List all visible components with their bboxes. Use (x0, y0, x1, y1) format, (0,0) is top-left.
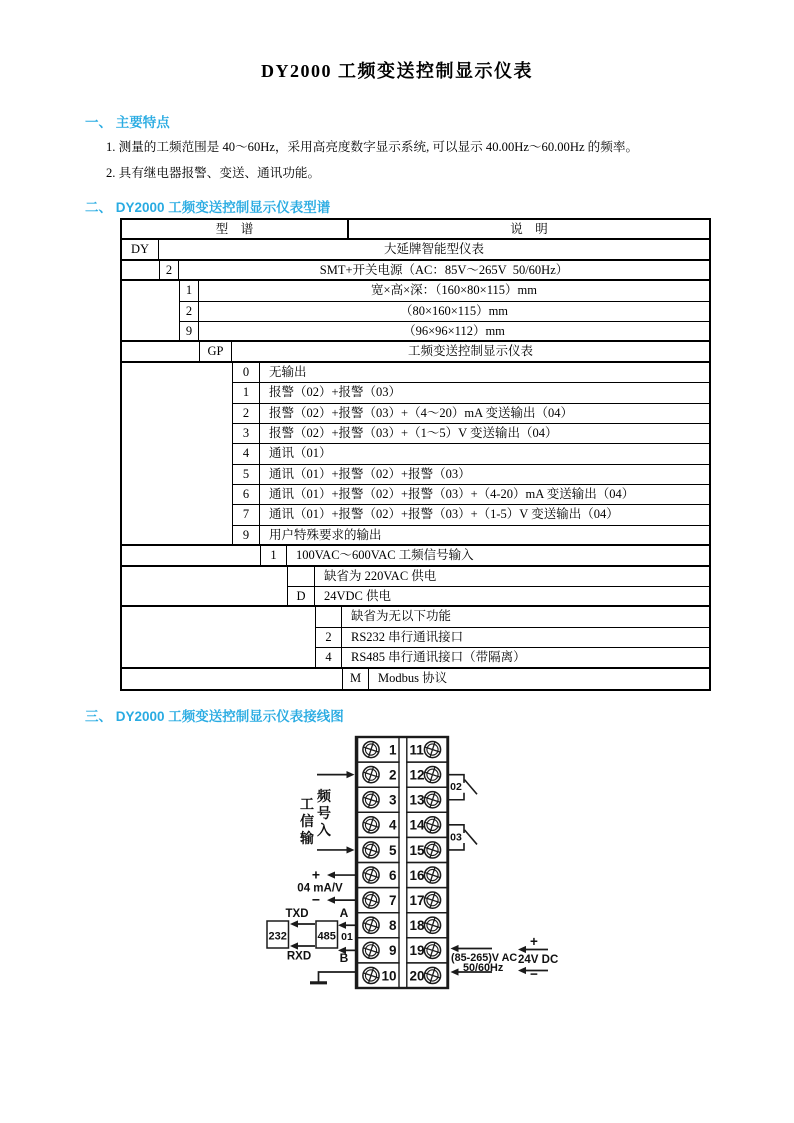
row-spacer (122, 587, 287, 607)
model-code-cell: 0 (232, 363, 260, 383)
row-spacer (122, 669, 342, 689)
terminal-number: 15 (409, 842, 425, 858)
spectrum-row (122, 281, 709, 301)
arrowhead (347, 771, 355, 778)
spectrum-row (122, 383, 709, 403)
relay-03-blade (465, 830, 478, 845)
row-spacer (122, 567, 287, 587)
model-desc-cell: 报警（02）+报警（03） (260, 383, 709, 403)
row-spacer (122, 322, 179, 342)
spectrum-table (120, 218, 711, 691)
model-code-cell: GP (199, 342, 232, 362)
arrowhead (290, 942, 298, 949)
row-spacer (122, 526, 232, 546)
model-desc-cell: RS485 串行通讯接口（带隔离） (342, 648, 709, 668)
arrowhead (451, 968, 459, 975)
terminal-number: 9 (388, 943, 397, 959)
terminal-number: 16 (409, 867, 425, 883)
rs232-box-label: 232 (268, 930, 287, 943)
model-code-cell: 1 (260, 546, 287, 566)
comm-code-label: 01 (341, 931, 353, 943)
spectrum-row (122, 240, 709, 260)
wiring-diagram (230, 730, 570, 1000)
model-column-header: 型 谱 (122, 220, 349, 240)
model-code-cell: 5 (232, 465, 260, 485)
spectrum-table-body (122, 240, 709, 689)
spectrum-row (122, 669, 709, 689)
row-spacer (122, 404, 232, 424)
rxd-label: RXD (286, 950, 312, 963)
terminal-number: 1 (388, 742, 397, 758)
model-desc-cell: SMT+开关电源（AC：85V～265V 50/60Hz） (179, 261, 709, 281)
arrowhead (518, 967, 526, 974)
arrowhead (327, 897, 335, 904)
features-heading: 一、 主要特点 (85, 115, 170, 130)
row-spacer (122, 424, 232, 444)
model-desc-cell: 大延牌智能型仪表 (159, 240, 709, 260)
terminal-number: 11 (409, 742, 424, 758)
ac-freq-label: 50/60Hz (463, 961, 504, 974)
row-spacer (122, 383, 232, 403)
signal-input-label: 输 (300, 830, 314, 846)
row-spacer (122, 648, 315, 668)
terminal-number: 12 (409, 767, 425, 783)
feature-item: 2. 具有继电器报警、变送、通讯功能。 (106, 166, 321, 180)
row-spacer (122, 342, 199, 362)
terminal-number: 18 (409, 918, 425, 934)
relay-03-label: 03 (450, 831, 462, 844)
model-code-cell: 2 (232, 404, 260, 424)
arrowhead (290, 920, 298, 927)
spectrum-row (122, 505, 709, 525)
dac-minus-label: − (311, 891, 321, 908)
spectrum-row (122, 546, 709, 566)
spectrum-row (122, 424, 709, 444)
arrowhead (338, 922, 346, 929)
model-desc-cell: 缺省为无以下功能 (342, 607, 709, 627)
model-code-cell: 4 (232, 444, 260, 464)
arrowhead (327, 871, 335, 878)
model-desc-cell: 工频变送控制显示仪表 (232, 342, 709, 362)
txd-label: TXD (285, 908, 309, 920)
model-code-cell (287, 567, 315, 587)
model-desc-cell: 通讯（01） (260, 444, 709, 464)
model-desc-cell: 报警（02）+报警（03）+（4～20）mA 变送输出（04） (260, 404, 709, 424)
page-title: DY2000 工频变送控制显示仪表 (261, 61, 533, 81)
dac-plus-label: + (311, 866, 321, 883)
model-desc-cell: 无输出 (260, 363, 709, 383)
dc-plus-label: + (530, 934, 538, 949)
model-desc-cell: 通讯（01）+报警（02）+报警（03）+（1-5）V 变送输出（04） (260, 505, 709, 525)
model-desc-cell: （96×96×112）mm (199, 322, 709, 342)
row-spacer (122, 485, 232, 505)
spectrum-row (122, 322, 709, 342)
spectrum-heading: 二、 DY2000 工频变送控制显示仪表型谱 (85, 200, 331, 215)
row-spacer (122, 363, 232, 383)
spectrum-row (122, 567, 709, 587)
rs485-box-label: 485 (317, 930, 336, 943)
spectrum-row (122, 526, 709, 546)
model-code-cell: 2 (315, 628, 342, 648)
feature-item: 1. 测量的工频范围是 40～60Hz，采用高亮度数字显示系统, 可以显示 40.00Hz～60.00Hz 的频率。 (106, 140, 639, 154)
spectrum-row (122, 485, 709, 505)
terminal-number: 7 (388, 892, 397, 908)
ground-wire (319, 972, 356, 982)
rs485-b-label: B (339, 951, 349, 965)
dac-code-label: 04 mA/V (297, 882, 343, 895)
spectrum-row (122, 261, 709, 281)
spectrum-row (122, 465, 709, 485)
spectrum-row (122, 607, 709, 627)
dc-supply-label: 24V DC (518, 954, 559, 966)
row-spacer (122, 261, 159, 281)
model-code-cell: 2 (159, 261, 179, 281)
model-code-cell: 9 (179, 322, 199, 342)
row-spacer (122, 302, 179, 322)
arrowhead (518, 946, 526, 953)
model-code-cell: 6 (232, 485, 260, 505)
row-spacer (122, 444, 232, 464)
terminal-number: 8 (388, 918, 397, 934)
row-spacer (122, 628, 315, 648)
model-desc-cell: 用户特殊要求的输出 (260, 526, 709, 546)
spectrum-row (122, 444, 709, 464)
spectrum-row (122, 648, 709, 668)
signal-input-label: 号 (317, 805, 331, 821)
terminal-number: 10 (381, 968, 397, 984)
model-desc-cell: 通讯（01）+报警（02）+报警（03） (260, 465, 709, 485)
model-desc-cell: 缺省为 220VAC 供电 (315, 567, 709, 587)
spectrum-row (122, 628, 709, 648)
spectrum-row (122, 404, 709, 424)
model-code-cell: 4 (315, 648, 342, 668)
spectrum-row (122, 363, 709, 383)
relay-02-blade (465, 780, 478, 795)
ac-supply-label: (85-265)V AC (451, 952, 518, 964)
terminal-number: 14 (409, 817, 425, 833)
terminal-number: 6 (388, 867, 397, 883)
features-list (106, 136, 638, 188)
model-desc-cell: RS232 串行通讯接口 (342, 628, 709, 648)
spectrum-row (122, 587, 709, 607)
model-code-cell: 1 (232, 383, 260, 403)
model-desc-cell: Modbus 协议 (378, 670, 448, 685)
signal-input-label: 频 (317, 788, 331, 804)
terminal-number: 17 (409, 892, 425, 908)
terminal-number: 2 (388, 767, 397, 783)
arrowhead (347, 846, 355, 853)
spectrum-table-header (122, 220, 709, 240)
dc-minus-label: − (530, 966, 538, 982)
relay-02-lead (449, 793, 465, 800)
terminal-number: 20 (409, 968, 425, 984)
model-code-cell: 2 (179, 302, 199, 322)
model-desc-cell: 100VAC～600VAC 工频信号输入 (287, 546, 709, 566)
model-desc-cell: 通讯（01）+报警（02）+报警（03）+（4-20）mA 变送输出（04） (260, 485, 709, 505)
model-desc-cell: 报警（02）+报警（03）+（1～5）V 变送输出（04） (260, 424, 709, 444)
terminal-number: 3 (388, 792, 397, 808)
terminal-number: 19 (409, 943, 425, 959)
row-spacer (122, 505, 232, 525)
relay-02-label: 02 (450, 781, 462, 794)
model-code-cell: D (287, 587, 315, 607)
spectrum-row (122, 302, 709, 322)
model-code-cell: 7 (232, 505, 260, 525)
rs485-a-label: A (339, 906, 349, 920)
model-code-cell: DY (122, 240, 159, 260)
model-code-cell: 1 (179, 281, 199, 301)
row-spacer (122, 546, 260, 566)
row-spacer (122, 281, 179, 301)
row-spacer (122, 607, 315, 627)
model-code-cell: M (342, 669, 369, 689)
signal-input-label: 信 (300, 813, 314, 829)
terminal-number: 13 (409, 792, 425, 808)
spectrum-row (122, 342, 709, 362)
model-code-cell: 3 (232, 424, 260, 444)
row-spacer (122, 465, 232, 485)
model-desc-cell: （80×160×115）mm (199, 302, 709, 322)
model-desc-cell: 宽×高×深：（160×80×115）mm (199, 281, 709, 301)
model-desc-cell: 24VDC 供电 (315, 587, 709, 607)
desc-column-header: 说 明 (349, 220, 709, 240)
signal-input-label: 入 (317, 822, 331, 838)
relay-03-lead (449, 843, 465, 850)
signal-input-label: 工 (300, 796, 314, 812)
wiring-heading: 三、 DY2000 工频变送控制显示仪表接线图 (85, 709, 344, 724)
terminal-number: 4 (388, 817, 397, 833)
model-code-cell: 9 (232, 526, 260, 546)
model-code-cell (315, 607, 342, 627)
terminal-number: 5 (388, 842, 397, 858)
